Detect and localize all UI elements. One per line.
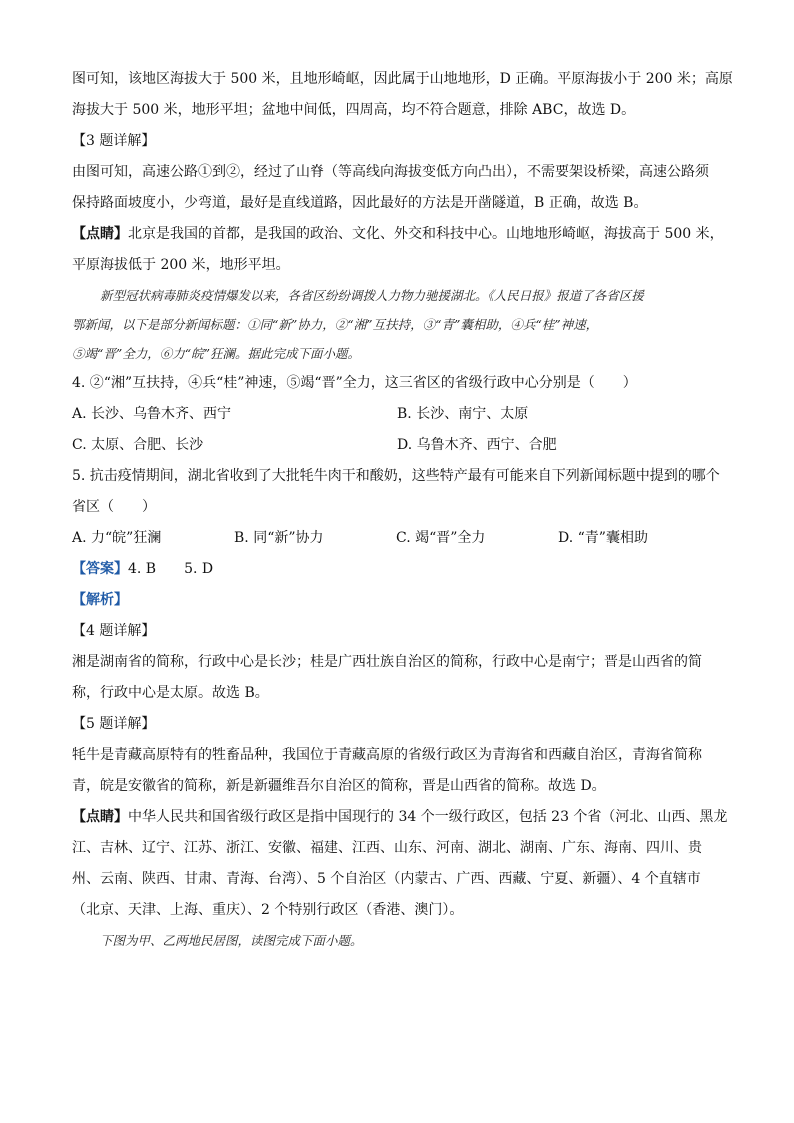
text-line: 称，行政中心是太原。故选 B。 <box>72 685 269 701</box>
tip-text: 中华人民共和国省级行政区是指中国现行的 34 个一级行政区，包括 23 个省（河北、山西、黑龙 <box>128 809 728 825</box>
section-header-q4: 【4 题详解】 <box>72 623 156 639</box>
text-line: 保持路面坡度小，少弯道，最好是直线道路，因此最好的方法是开凿隧道，B 正确，故选 B。 <box>72 195 648 211</box>
passage-line: 新型冠状病毒肺炎疫情爆发以来，各省区纷纷调拨人力物力驰援湖北。《人民日报》报道了各省区援 <box>100 288 644 303</box>
tip-text: 北京是我国的首都，是我国的政治、文化、外交和科技中心。山地地形崎岖，海拔高于 500 米， <box>128 226 724 242</box>
option-b: B. 同“新”协力 <box>234 530 324 546</box>
analysis-tag: 【解析】 <box>72 592 128 608</box>
text-line: （北京、天津、上海、重庆）、2 个特别行政区（香港、澳门）。 <box>72 902 464 918</box>
passage-line: 鄂新闻，以下是部分新闻标题：①同“新”协力，②“湘”互扶持，③“青”囊相助，④兵“桂”神速， <box>72 317 599 332</box>
answer-tag: 【答案】 <box>72 561 128 577</box>
section-header-q5: 【5 题详解】 <box>72 716 156 732</box>
text-line: 海拔大于 500 米，地形平坦；盆地中间低，四周高，均不符合题意，排除 ABC，故选 D。 <box>72 102 636 118</box>
question-4-options-row <box>72 430 722 461</box>
tip-tag: 【点睛】 <box>72 809 128 825</box>
option-b: B. 长沙、南宁、太原 <box>397 406 529 422</box>
option-c: C. 太原、合肥、长沙 <box>72 437 204 453</box>
text-line: 江、吉林、辽宁、江苏、浙江、安徽、福建、江西、山东、河南、湖北、湖南、广东、海南、四川、贵 <box>72 840 702 856</box>
option-d: D. “青”囊相助 <box>558 530 648 546</box>
option-c: C. 竭“晋”全力 <box>396 530 486 546</box>
answer-line <box>72 554 722 585</box>
text-line: 湘是湖南省的简称，行政中心是长沙；桂是广西壮族自治区的简称，行政中心是南宁；晋是山西省的简 <box>72 654 702 670</box>
section-header-q3: 【3 题详解】 <box>72 133 156 149</box>
passage-line: ⑤竭“晋”全力，⑥力“皖”狂澜。据此完成下面小题。 <box>72 346 361 361</box>
question-5-stem: 5. 抗击疫情期间，湖北省收到了大批牦牛肉干和酸奶，这些特产最有可能来自下列新闻标题中提到的哪个 <box>72 468 720 484</box>
document-page <box>72 64 733 955</box>
text-line: 牦牛是青藏高原特有的牲畜品种，我国位于青藏高原的省级行政区为青海省和西藏自治区，青海省简称 <box>72 747 702 763</box>
text-line: 由图可知，高速公路①到②，经过了山脊（等高线向海拔变低方向凸出），不需要架设桥梁，高速公路须 <box>72 164 709 180</box>
question-5-stem: 省区（ ） <box>72 499 156 515</box>
analysis-line <box>72 585 722 616</box>
text-line: 图可知，该地区海拔大于 500 米，且地形崎岖，因此属于山地地形，D 正确。平原海拔小于 200 米；高原 <box>72 71 733 87</box>
passage-line: 下图为甲、乙两地民居图，读图完成下面小题。 <box>100 933 363 948</box>
tip-line <box>72 219 722 250</box>
question-5-options-row <box>72 523 722 554</box>
option-a: A. 力“皖”狂澜 <box>72 530 162 546</box>
question-4-stem: 4. ②“湘”互扶持，④兵“桂”神速，⑤竭“晋”全力，这三省区的省级行政中心分别是（ ） <box>72 375 637 391</box>
option-a: A. 长沙、乌鲁木齐、西宁 <box>72 406 232 422</box>
text-line: 平原海拔低于 200 米，地形平坦。 <box>72 257 290 273</box>
tip-line <box>72 802 728 833</box>
tip-tag: 【点睛】 <box>72 226 128 242</box>
question-4-options-row <box>72 399 722 430</box>
text-line: 青，皖是安徽省的简称，新是新疆维吾尔自治区的简称，晋是山西省的简称。故选 D。 <box>72 778 606 794</box>
option-d: D. 乌鲁木齐、西宁、合肥 <box>397 437 557 453</box>
answer-text: 4. B 5. D <box>128 561 214 577</box>
text-line: 州、云南、陕西、甘肃、青海、台湾）、5 个自治区（内蒙古、广西、西藏、宁夏、新疆）、4 个直辖市 <box>72 871 701 887</box>
